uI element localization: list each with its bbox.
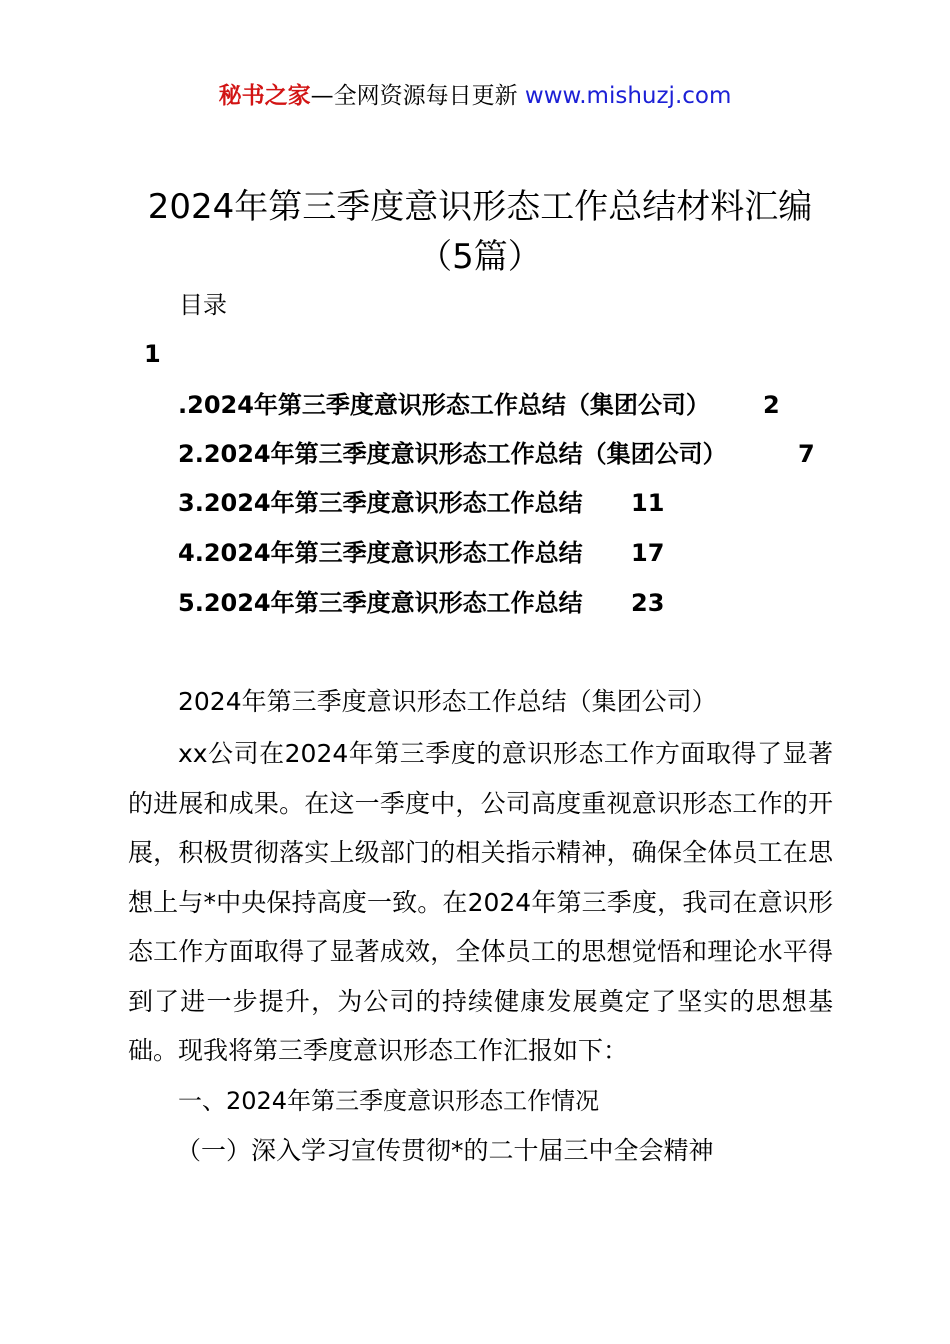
banner-slogan: —全网资源每日更新 — [310, 83, 518, 109]
toc-entry-label: 4.2024年第三季度意识形态工作总结 — [178, 539, 583, 567]
body-paragraph: xx公司在2024年第三季度的意识形态工作方面取得了显著的进展和成果。在这一季度中，公司高度重视意识形态工作的开展，积极贯彻落实上级部门的相关指示精神，确保全体员工在思想上与*中央保持高度一致。在2024年第三季度，我司在意识形态工作方面取得了显著成效，全体员工的思想觉悟和理论水平得到了进一步提升，为公司的持续健康发展奠定了坚实的思想基础。现我将第三季度意识形态工作汇报如下： — [128, 739, 833, 1065]
toc-entry[interactable] — [178, 438, 815, 470]
toc-entry[interactable] — [178, 537, 665, 569]
toc-entry-page: 11 — [631, 489, 665, 517]
toc-marker: 1 — [144, 340, 161, 368]
toc-entry[interactable] — [178, 389, 780, 421]
toc-entry-label: .2024年第三季度意识形态工作总结（集团公司） — [178, 391, 710, 419]
document-title: 2024年第三季度意识形态工作总结材料汇编（5篇） — [147, 187, 813, 277]
toc-entry-label: 5.2024年第三季度意识形态工作总结 — [178, 589, 583, 617]
body-paragraph-container — [128, 729, 833, 1076]
toc-entry-page: 2 — [763, 391, 780, 419]
toc-entry-page: 17 — [631, 539, 665, 567]
heading-level-1: 一、2024年第三季度意识形态工作情况 — [178, 1087, 600, 1115]
toc-entry[interactable] — [178, 487, 665, 519]
toc-heading: 目录 — [179, 291, 227, 319]
banner-brand: 秘书之家 — [218, 83, 311, 109]
section-title: 2024年第三季度意识形态工作总结（集团公司） — [178, 687, 717, 716]
toc-entry-label: 2.2024年第三季度意识形态工作总结（集团公司） — [178, 440, 727, 468]
toc-entry[interactable] — [178, 587, 665, 619]
toc-entry-page: 23 — [631, 589, 665, 617]
toc-entry-page: 7 — [798, 440, 815, 468]
site-banner — [0, 80, 950, 112]
toc-entry-label: 3.2024年第三季度意识形态工作总结 — [178, 489, 583, 517]
heading-level-2: （一）深入学习宣传贯彻*的二十届三中全会精神 — [176, 1136, 714, 1165]
banner-url-link[interactable]: www.mishuzj.com — [524, 83, 732, 109]
